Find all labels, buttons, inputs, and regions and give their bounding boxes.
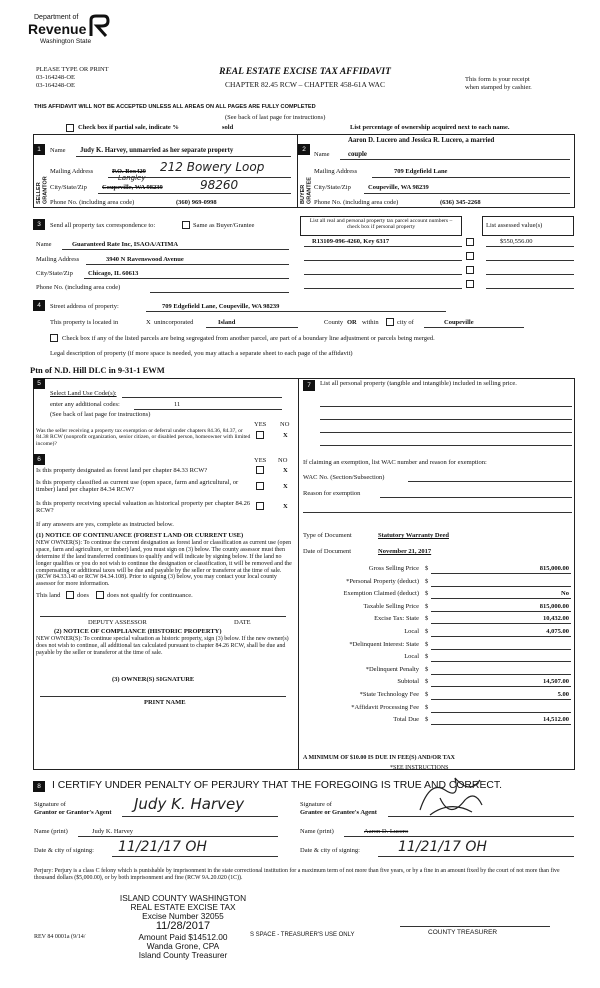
underline [84,278,289,279]
underline [431,623,571,624]
agency-name: Revenue [28,21,87,37]
underline [146,311,446,312]
grantee-name-label: Name (print) [300,828,334,835]
print-name-label: PRINT NAME [144,699,186,706]
underline [388,816,574,817]
s3-mail: 3940 N Ravenswood Avenue [106,256,184,263]
deputy-assessor-label: DEPUTY ASSESSOR [88,619,147,626]
seller-name-label: Name [50,147,66,154]
underline [320,445,572,446]
form-title: REAL ESTATE EXCISE TAX AFFIDAVIT [219,67,391,77]
underline [320,406,572,407]
doc-date-label: Date of Document [303,548,352,555]
see-instructions: *SEE INSTRUCTIONS [390,765,449,771]
buyer-name-label: Name [314,151,330,158]
parcel-header: List all real and personal property tax parcel account numbers – check box if personal property [309,218,453,231]
underline [134,409,282,410]
underline [320,419,572,420]
s5-see-back: (See back of last page for instructions) [50,411,151,418]
underline [431,636,571,637]
s6-q2: Is this property classified as current use (open space, farm and agricultural, or timber) land per chapter 84.34 RCW? [36,479,239,494]
reason-label: Reason for exemption [303,490,361,497]
tax-row-label: Local [404,628,419,635]
grantee-date-label: Date & city of signing: [300,847,360,854]
tax-row-label: Excise Tax: State [374,615,419,623]
section-8-number: 8 [33,781,45,792]
s3-phone-label: Phone No. (including area code) [36,284,121,291]
underline [304,260,462,261]
ref-number-1: 03-164248-OE [36,74,75,81]
s5-yes-checkbox[interactable] [256,431,264,439]
certify-statement: I CERTIFY UNDER PENALTY OF PERJURY THAT THE FOREGOING IS TRUE AND CORRECT. [52,780,502,791]
does-not-label: does not qualify for continuance. [107,592,193,599]
minimum-note: A MINIMUM OF $10.00 IS DUE IN FEE(S) AND/OR TAX [303,755,455,761]
underline [431,712,571,713]
section-1-number: 1 [33,144,45,155]
tax-table [303,565,572,735]
tax-row-label: *Delinquent Penalty [365,665,419,673]
underline [76,156,291,157]
s6-yes-header: YES [254,457,267,464]
treasurer-use-only: S SPACE - TREASURER'S USE ONLY [250,932,355,938]
grantee-date: 11/21/17 OH [398,839,487,855]
tax-row-value: 14,512.00 [543,716,569,724]
underline [122,397,282,398]
date-label: DATE [234,619,251,626]
tax-row-label: Exemption Claimed (deduct) [343,590,419,598]
underline [206,327,298,328]
section-4-number: 4 [33,300,45,311]
dor-logo [18,14,118,54]
tax-row-value: No [561,590,569,598]
assessed-value: $550,556.00 [500,238,533,245]
does-label: does [77,592,89,599]
tax-row-currency: $ [425,653,429,661]
underline [98,193,291,194]
buyer-name-line2: couple [348,151,367,158]
underline [486,260,574,261]
stamp-line-7: Island County Treasurer [138,949,228,960]
or-label: OR [347,319,357,326]
underline [304,246,462,247]
receipt-note-2: when stamped by cashier. [465,84,532,91]
s5-answer: X [283,432,288,439]
tax-row-currency: $ [425,716,429,724]
underline [431,699,571,700]
s3-city-label: City/State/Zip [36,270,73,277]
additional-codes: 11 [174,401,181,408]
legal-instruction: Legal description of property (if more space is needed, you may attach a separate sheet to each page of the affidavit) [50,350,353,357]
underline [431,611,571,612]
tax-row-currency: $ [425,602,429,610]
street-label: Street address of property: [50,303,119,310]
section-7-number: 7 [303,380,315,391]
underline [486,288,574,289]
s5-yes-header: YES [254,421,267,428]
underline [320,432,572,433]
tax-row-label: *Personal Property (deduct) [346,577,419,585]
underline [380,497,572,498]
agency-line1: Department of [34,14,79,21]
tax-row-currency: $ [425,615,429,623]
partial-sale-sold: sold [222,124,234,131]
doc-date: November 21, 2017 [378,548,432,555]
underline [304,288,462,289]
s6-q1-answer: X [283,467,288,474]
underline [344,836,574,837]
s6-q1: Is this property designated as forest land per chapter 84.33 RCW? [36,467,208,474]
s6-q3-yes-checkbox[interactable] [256,502,264,510]
same-as-buyer-checkbox[interactable] [182,221,190,229]
buyer-mail: 709 Edgefield Lane [394,168,448,175]
section-6-number: 6 [33,454,45,465]
underline [303,512,572,513]
section-5-number: 5 [33,378,45,389]
street-address: 709 Edgefield Lane, Coupeville, WA 98239 [162,303,280,310]
section-2-number: 2 [298,144,310,155]
grantor-date: 11/21/17 OH [118,839,207,855]
s3-name-label: Name [36,241,52,248]
segregated-checkbox[interactable] [50,334,58,342]
underline [431,573,571,574]
notice2-body: NEW OWNER(S): To continue special valuation as historic property, sign (3) below. If the new owner(s) does not wish to continue, all additional tax calculated pursuant to chapter 84.26 RCW, shall be due and payable by the seller or transferor at the time of sale. [36,636,289,656]
tax-row-currency: $ [425,691,429,698]
located-label: This property is located in [50,319,119,326]
parcel-personal-checkbox-2[interactable] [466,252,474,260]
county-treasurer: COUNTY TREASURER [428,929,498,936]
parcel-personal-checkbox-3[interactable] [466,266,474,274]
s3-mail-label: Mailing Address [36,256,80,263]
tax-row-currency: $ [425,565,429,572]
seller-city-label: City/State/Zip [50,184,87,191]
unincorporated-mark: X [146,319,151,326]
city-value: Coupeville [444,319,474,326]
stamp-line-2: REAL ESTATE EXCISE TAX [130,901,236,912]
tax-row-value: 10,432.00 [543,615,569,623]
form-subtitle: CHAPTER 82.45 RCW – CHAPTER 458-61A WAC [225,80,385,89]
seller-mail-struck: P.O. Box429 [112,168,146,175]
sig-grantee-label2: Grantee or Grantee's Agent [300,809,377,816]
partial-sale-checkbox[interactable] [66,124,74,132]
segregated-label: Check box if any of the listed parcels are being segregated from another parcel, are part of a boundary line adjustment or parcels being merged. [62,335,435,342]
city-of-label: city of [397,319,414,326]
tax-row-label: Taxable Selling Price [363,602,419,610]
stamp-line-4: 11/28/2017 [155,919,211,932]
select-land-use: Select Land Use Code(s): [50,390,117,397]
tax-row-value: 4,075.00 [546,628,569,635]
underline [304,274,462,275]
notice2-title: (2) NOTICE OF COMPLIANCE (HISTORIC PROPERTY) [54,628,222,635]
underline [364,193,570,194]
doc-type-label: Type of Document [303,532,352,539]
sig-grantee-label1: Signature of [300,801,332,808]
s6-q3: Is this property receiving special valuation as historical property per chapter 84.26 RCW? [36,500,251,515]
buyer-city-label: City/State/Zip [314,184,351,191]
tax-row-label: Subtotal [397,678,419,686]
ownership-note: List percentage of ownership acquired next to each name. [350,124,510,131]
buyer-mail-label: Mailing Address [314,168,358,175]
s6-q2-yes-checkbox[interactable] [256,482,264,490]
partial-sale-label: Check box if partial sale, indicate % [78,124,179,131]
seller-name: Judy K. Harvey, unmarried as her separate property [80,147,234,154]
underline [40,696,286,697]
doc-type: Statutory Warranty Deed [378,532,450,539]
s3-city: Chicago, IL 60613 [88,270,139,277]
underline [431,649,571,650]
grantor-name-label: Name (print) [34,828,68,835]
ref-number-2: 03-164248-OE [36,82,75,89]
wac-label: WAC No. (Section/Subsection) [303,474,385,481]
tax-row-value: 815,000.00 [539,602,569,610]
tax-row-currency: $ [425,678,429,686]
this-land-label: This land [36,592,61,599]
buyer-phone: (636) 345-2268 [440,199,481,206]
underline [431,598,571,599]
lower-divider [298,378,299,770]
tax-row-label: Gross Selling Price [368,565,419,572]
underline [150,292,289,293]
underline [424,327,524,328]
underline [431,674,571,675]
tax-row-currency: $ [425,640,429,648]
perjury-note: Perjury: Perjury is a class C felony which is punishable by imprisonment in the state correctional institution for a maximum term of not more than five years, or by a fine in an amount fixed by the court of not more than five thousand dollars ($5,000.00), or by both imprisonment and fine (RCW 9A.20.020 (1C)). [34,868,560,881]
tax-row-currency: $ [425,665,429,673]
underline [340,159,570,160]
stamp-line-6: Wanda Grone, CPA [146,940,220,951]
underline [78,836,278,837]
owner-signature-label: (3) OWNER(S) SIGNATURE [112,676,195,683]
s3-name: Guaranteed Rate Inc, ISAOA/ATIMA [72,241,179,248]
tax-row-label: *State Technology Fee [359,691,419,698]
see-back-note: (See back of last page for instructions) [225,114,326,121]
city-of-checkbox[interactable] [386,318,394,326]
unincorporated-label: unincorporated [154,319,194,326]
underline [486,274,574,275]
buyer-phone-label: Phone No. (including area code) [314,199,399,206]
s6-no-header: NO [278,457,288,464]
grantor-name: Judy K. Harvey [92,828,133,835]
underline [408,481,572,482]
same-as-buyer-label: Same as Buyer/Grantee [193,222,255,229]
grantee-name: Aaron D. Lucero [364,828,409,835]
personal-property-label: List all personal property (tangible and intangible) included in selling price. [320,380,517,387]
tax-row-label: *Affidavit Processing Fee [351,703,419,711]
receipt-note-1: This form is your receipt [465,76,530,83]
underline [122,816,278,817]
rev-number: REV 84 0001a (9/14/ [34,934,86,940]
seller-phone-label: Phone No. (including area code) [50,199,135,206]
underline [372,177,570,178]
parcel-personal-checkbox-4[interactable] [466,280,474,288]
legal-description: Ptn of N.D. Hill DLC in 9-31-1 EWM [30,365,165,375]
assessed-header: List assessed value(s) [486,222,543,229]
notice1-body: NEW OWNER(S): To continue the current designation as forest land or classification as current use (open space, farm and agriculture, or timber) land, you must sign on (3) below. The county assessor must then determine if the land transferred continues to qualify and will indicate by signing below. If the land no longer qualifies or you do not wish to continue the designation or classification, it will be removed and the compensating or additional taxes will be due and payable by the seller or transferor at the time of sale. (RCW 84.33.140 or RCW 84.34.108). Prior to signing (3) below, you may contact your local county assessor for more information. [36,540,292,588]
agency-state: Washington State [40,38,92,45]
stamp-line-5: Amount Paid $14512.00 [138,931,228,942]
underline [86,264,289,265]
s5-question: Was the seller receiving a property tax exemption or deferral under chapters 84.36, 84.37, or 84.38 RCW (nonprofit organization, senior citizen, or disabled person, homeowner with limited income)? [36,428,251,447]
parcel-number: R13109-096-4260, Key 6317 [312,238,390,245]
buyer-vertical-label: BUYER GRANTEE [300,177,313,204]
section-3-number: 3 [33,219,45,230]
tax-row-label: Local [404,653,419,661]
treasurer-stamp [108,894,258,960]
underline [400,926,550,927]
seller-city-struck: Coupeville, WA 98239 [102,184,163,191]
s6-q1-yes-checkbox[interactable] [256,466,264,474]
tax-row-currency: $ [425,628,429,635]
tax-row-value: 5.00 [557,691,569,698]
tax-row-value: 815,000.00 [539,565,569,572]
underline [112,856,278,857]
tax-row-currency: $ [425,703,429,711]
notice1-title: (1) NOTICE OF CONTINUANCE (FOREST LAND OR CURRENT USE) [36,532,244,539]
seller-city-handwritten-above: Langley [118,174,146,182]
print-note: PLEASE TYPE OR PRINT [36,66,109,73]
dor-emblem-icon [88,14,110,38]
stamp-line-3: Excise Number 32055 [142,910,224,921]
underline [40,616,286,617]
s6-if-yes: If any answers are yes, complete as instructed below. [36,521,174,528]
underline [486,246,574,247]
underline [62,249,289,250]
seller-zip-handwritten: 98260 [200,178,239,192]
grantee-signature-scribble-icon [410,770,490,828]
sig-grantor-label2: Grantor or Grantor's Agent [34,809,112,816]
tax-row-label: *Delinquent Interest: State [349,640,419,648]
tax-row-currency: $ [425,577,429,585]
seller-vertical-label: SELLER GRANTOR [36,176,49,204]
tax-row-label: Total Due [393,716,419,724]
underline [431,724,571,725]
does-checkbox[interactable] [66,591,74,599]
additional-codes-label: enter any additional codes: [50,401,120,408]
stamp-line-1: ISLAND COUNTY WASHINGTON [119,893,247,903]
tax-row-currency: $ [425,590,429,598]
underline [431,661,571,662]
county-label: County [324,319,344,326]
buyer-city: Coupeville, WA 98239 [368,184,429,191]
sig-grantor-label1: Signature of [34,801,66,808]
does-not-checkbox[interactable] [96,591,104,599]
county-value: Island [218,319,236,326]
s6-q3-answer: X [283,503,288,510]
within-label: within [362,319,379,326]
underline [378,856,574,857]
grantor-signature: Judy K. Harvey [134,795,245,813]
claim-exempt-label: If claiming an exemption, list WAC number and reason for exemption: [303,459,487,466]
underline [431,586,571,587]
grantor-date-label: Date & city of signing: [34,847,94,854]
send-correspondence-label: Send all property tax correspondence to: [50,222,156,229]
s5-no-header: NO [280,421,290,428]
seller-mail-handwritten: 212 Bowery Loop [160,160,265,174]
seller-phone: (360) 969-0998 [176,199,217,206]
parcel-personal-checkbox-1[interactable] [466,238,474,246]
warning-text: THIS AFFIDAVIT WILL NOT BE ACCEPTED UNLESS ALL AREAS ON ALL PAGES ARE FULLY COMPLETED [34,104,316,110]
underline [431,686,571,687]
buyer-name-line1: Aaron D. Lucero and Jessica R. Lucero, a married [348,137,495,144]
seller-mail-label: Mailing Address [50,168,94,175]
tax-row-value: 14,507.00 [543,678,569,686]
s6-q2-answer: X [283,483,288,490]
